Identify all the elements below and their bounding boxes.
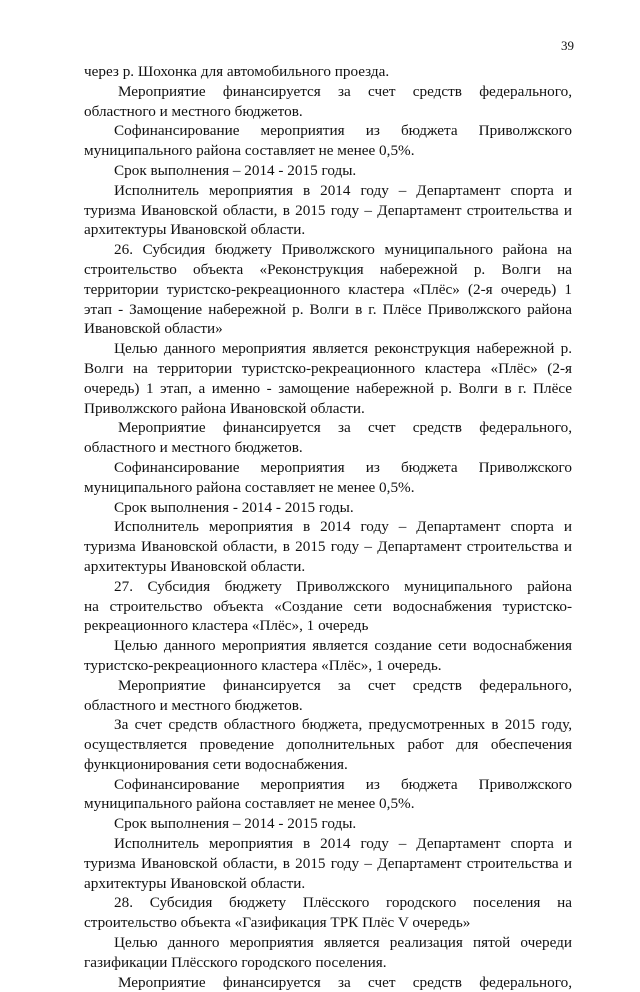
text-line: Мероприятие финансируется за счет средств федерального,	[118, 82, 572, 100]
text-line: Целью данного мероприятия является реализация пятой очереди	[114, 934, 572, 952]
text-line: Софинансирование мероприятия из бюджета Приволжского	[114, 458, 572, 476]
text-line: туристско-рекреационного кластера «Плёс», 1 очередь.	[84, 656, 442, 674]
text-line: архитектуры Ивановской области.	[84, 221, 306, 239]
text-line: 27. Субсидия бюджету Приволжского муниципального района	[114, 577, 572, 595]
text-line: Ивановской области»	[84, 320, 223, 338]
text-line: Срок выполнения - 2014 - 2015 годы.	[114, 498, 354, 516]
text-line: муниципального района составляет не менее 0,5%.	[84, 142, 415, 160]
text-line: туризма Ивановской области, в 2015 году – Департамент строительства и	[84, 538, 572, 556]
text-line: туризма Ивановской области, в 2015 году – Департамент строительства и	[84, 854, 572, 872]
text-line: 26. Субсидия бюджету Приволжского муниципального района на	[114, 241, 572, 259]
text-line: Срок выполнения – 2014 - 2015 годы.	[114, 815, 357, 833]
text-line: осуществляется проведение дополнительных работ для обеспечения	[84, 736, 572, 754]
document-body	[84, 62, 572, 992]
text-line: муниципального района составляет не менее 0,5%.	[84, 795, 415, 813]
text-line: Волги на территории туристско-рекреационного кластера «Плёс» (2-я	[84, 359, 572, 377]
text-line: через р. Шохонка для автомобильного проезда.	[84, 63, 390, 80]
text-line: Мероприятие финансируется за счет средств федерального,	[118, 676, 572, 694]
text-line: архитектуры Ивановской области.	[84, 557, 306, 575]
text-line: функционирования сети водоснабжения.	[84, 755, 348, 773]
text-line: Мероприятие финансируется за счет средств федерального,	[118, 973, 572, 991]
text-line: туризма Ивановской области, в 2015 году – Департамент строительства и	[84, 201, 572, 219]
text-line: областного и местного бюджетов.	[84, 439, 303, 457]
text-line: очередь) 1 этап, а именно - замощение набережной р. Волги в г. Плёсе	[84, 379, 572, 397]
text-line: этап - Замощение набережной р. Волги в г. Плёсе Приволжского района	[84, 300, 572, 318]
text-line: строительство объекта «Реконструкция набережной р. Волги на	[84, 260, 572, 278]
text-line: на строительство объекта «Создание сети водоснабжения туристско-	[84, 597, 572, 615]
text-line: Целью данного мероприятия является реконструкция набережной р.	[114, 340, 572, 358]
text-line: Софинансирование мероприятия из бюджета Приволжского	[114, 775, 572, 793]
text-line: строительство объекта «Газификация ТРК Плёс V очередь»	[84, 914, 471, 932]
text-line: рекреационного кластера «Плёс», 1 очередь	[84, 617, 369, 635]
text-line: областного и местного бюджетов.	[84, 102, 303, 120]
text-line: За счет средств областного бюджета, предусмотренных в 2015 году,	[114, 716, 572, 734]
text-line: областного и местного бюджетов.	[84, 696, 303, 714]
text-line: 28. Субсидия бюджету Плёсского городского поселения на	[114, 894, 572, 912]
text-line: Исполнитель мероприятия в 2014 году – Департамент спорта и	[114, 181, 572, 199]
text-line: архитектуры Ивановской области.	[84, 874, 306, 892]
text-line: территории туристско-рекреационного кластера «Плёс» (2-я очередь) 1	[84, 280, 572, 298]
text-line: Мероприятие финансируется за счет средств федерального,	[118, 419, 572, 437]
text-line: муниципального района составляет не менее 0,5%.	[84, 478, 415, 496]
text-line: Приволжского района Ивановской области.	[84, 399, 365, 417]
text-line: газификации Плёсского городского поселения.	[84, 953, 387, 971]
text-line: Исполнитель мероприятия в 2014 году – Департамент спорта и	[114, 518, 572, 536]
text-line: Исполнитель мероприятия в 2014 году – Департамент спорта и	[114, 835, 572, 853]
text-line: Софинансирование мероприятия из бюджета Приволжского	[114, 122, 572, 140]
page-number: 39	[561, 38, 574, 53]
text-line: Срок выполнения – 2014 - 2015 годы.	[114, 161, 357, 179]
text-line: Целью данного мероприятия является создание сети водоснабжения	[114, 637, 572, 655]
